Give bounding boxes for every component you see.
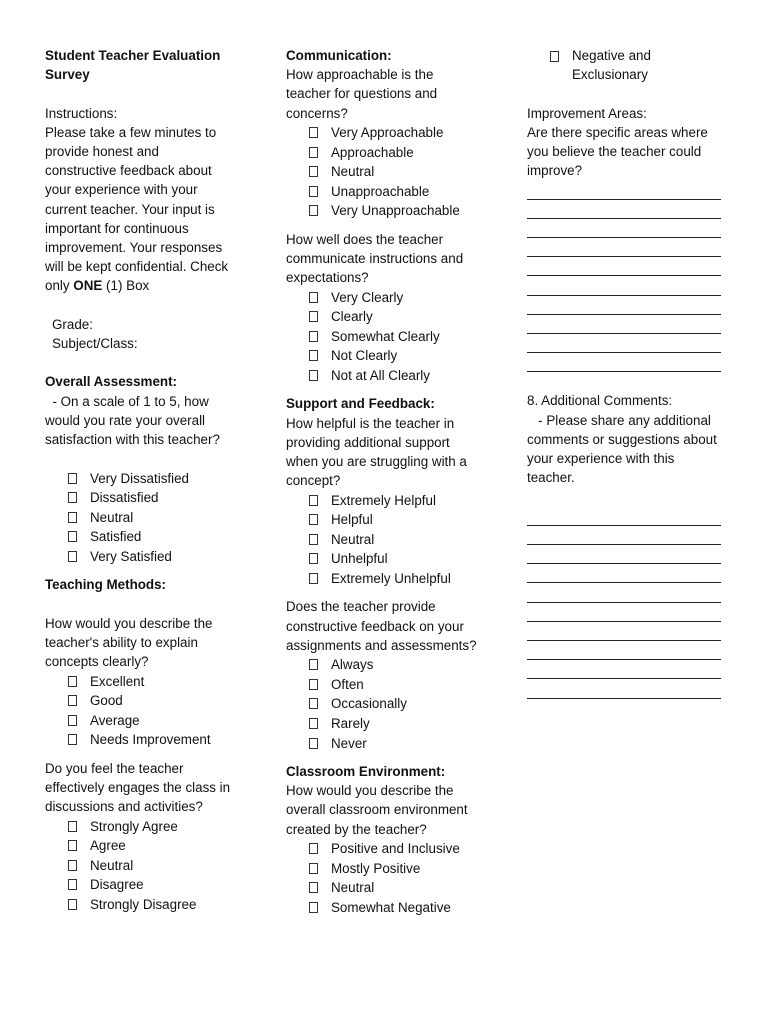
checkbox[interactable] (68, 860, 77, 871)
comm-q2-option[interactable] (286, 327, 491, 347)
checkbox[interactable] (309, 679, 318, 690)
instructions-line: provide honest and (45, 144, 159, 159)
checkbox[interactable] (309, 534, 318, 545)
answer-line[interactable] (527, 315, 721, 334)
classroom-option[interactable] (286, 878, 491, 898)
checkbox[interactable] (309, 370, 318, 381)
checkbox[interactable] (309, 698, 318, 709)
checkbox[interactable] (309, 292, 318, 303)
checkbox[interactable] (309, 902, 318, 913)
classroom-option[interactable] (286, 898, 491, 918)
checkbox[interactable] (309, 718, 318, 729)
option-label: Disagree (90, 877, 144, 893)
option-label: Somewhat Clearly (331, 328, 440, 344)
checkbox[interactable] (68, 734, 77, 745)
overall-option[interactable] (45, 468, 245, 488)
teaching-q1-line: concepts clearly? (45, 654, 149, 670)
checkbox[interactable] (309, 350, 318, 361)
support-q1-line: providing additional support (286, 434, 450, 450)
survey-title-line-1: Student Teacher Evaluation (45, 48, 221, 63)
improvement-q-line: you believe the teacher could (527, 144, 702, 159)
option-label: Very Dissatisfied (90, 470, 189, 486)
comm-q1-option[interactable] (286, 142, 491, 162)
option-label: Occasionally (331, 696, 407, 712)
checkbox[interactable] (68, 821, 77, 832)
checkbox[interactable] (309, 166, 318, 177)
teaching-q2-line: discussions and activities? (45, 799, 203, 815)
support-q1-option[interactable] (286, 530, 491, 550)
checkbox[interactable] (309, 127, 318, 138)
teaching-q2-option[interactable] (45, 856, 245, 876)
answer-line[interactable] (527, 679, 721, 698)
checkbox[interactable] (309, 738, 318, 749)
answer-line[interactable] (527, 334, 721, 353)
teaching-q2-option[interactable] (45, 895, 245, 915)
support-q1-line: How helpful is the teacher in (286, 415, 455, 431)
support-q2-line: constructive feedback on your (286, 618, 464, 634)
option-label: Always (331, 657, 374, 673)
option-label: Neutral (90, 857, 134, 873)
comm-q1-option[interactable] (286, 162, 491, 182)
option-label: Somewhat Negative (331, 899, 451, 915)
classroom-q-line: overall classroom environment (286, 802, 468, 818)
checkbox[interactable] (309, 311, 318, 322)
option-label: Very Unapproachable (331, 203, 460, 219)
subject-class-label: Subject/Class: (52, 336, 138, 352)
option-label: Unapproachable (331, 183, 430, 199)
option-label-line: Negative and (572, 48, 651, 63)
option-label: Excellent (90, 673, 145, 689)
classroom-q-line: created by the teacher? (286, 821, 427, 837)
option-label: Not Clearly (331, 348, 398, 364)
answer-line[interactable] (527, 641, 721, 660)
option-label: Neutral (331, 164, 375, 180)
support-q1-option[interactable] (286, 569, 491, 589)
teaching-q2-option[interactable] (45, 836, 245, 856)
checkbox[interactable] (68, 676, 77, 687)
additional-q-line: your experience with this (527, 451, 675, 467)
comm-q1-option[interactable] (286, 182, 491, 202)
comm-q1-option[interactable] (286, 201, 491, 221)
option-label: Never (331, 735, 367, 751)
answer-line[interactable] (527, 353, 721, 372)
comm-q2-line: communicate instructions and (286, 250, 464, 266)
support-q1-line: when you are struggling with a (286, 453, 467, 469)
checkbox[interactable] (309, 495, 318, 506)
grade-label: Grade: (52, 316, 93, 332)
checkbox[interactable] (68, 840, 77, 851)
improvement-q-line: Are there specific areas where (527, 124, 708, 140)
option-label: Extremely Unhelpful (331, 570, 451, 586)
teaching-q1-option[interactable] (45, 711, 245, 731)
checkbox[interactable] (309, 147, 318, 158)
answer-line[interactable] (527, 180, 721, 199)
improvement-answer-lines[interactable] (527, 180, 732, 372)
option-label: Often (331, 676, 364, 692)
option-label-line: Exclusionary (572, 67, 648, 83)
comm-q1-line: teacher for questions and (286, 86, 438, 102)
middle-column (286, 46, 491, 917)
additional-q-line: - Please share any additional (527, 412, 711, 428)
instructions-last-post: (1) Box (102, 278, 150, 294)
communication-heading: Communication: (286, 48, 392, 63)
answer-line[interactable] (527, 603, 721, 622)
survey-title-line-2: Survey (45, 67, 90, 83)
checkbox[interactable] (309, 659, 318, 670)
teaching-q1-option[interactable] (45, 691, 245, 711)
instructions-last-line (45, 276, 245, 295)
checkbox[interactable] (309, 573, 318, 584)
left-column (45, 46, 245, 914)
option-label: Positive and Inclusive (331, 840, 460, 856)
support-q2-option[interactable] (286, 675, 491, 695)
answer-line[interactable] (527, 200, 721, 219)
option-label: Neutral (331, 531, 375, 547)
classroom-option[interactable] (286, 839, 491, 859)
teaching-methods-heading: Teaching Methods: (45, 577, 167, 593)
option-label: Neutral (331, 880, 375, 896)
comm-q2-line: expectations? (286, 270, 369, 286)
option-label: Clearly (331, 309, 373, 325)
comm-q2-option[interactable] (286, 307, 491, 327)
instructions-line: current teacher. Your input is (45, 201, 215, 217)
classroom-q-line: How would you describe the (286, 783, 454, 799)
overall-option[interactable] (45, 488, 245, 508)
instructions-line: your experience with your (45, 182, 198, 198)
checkbox[interactable] (550, 51, 559, 62)
option-label: Very Satisfied (90, 548, 172, 564)
overall-question-line: - On a scale of 1 to 5, how (45, 393, 209, 409)
comm-q1-option[interactable] (286, 123, 491, 143)
option-label: Very Approachable (331, 125, 444, 140)
improvement-areas-heading: Improvement Areas: (527, 105, 647, 121)
additional-answer-lines[interactable] (527, 507, 732, 699)
instructions-line: will be kept confidential. Check (45, 259, 229, 275)
instructions-line: important for continuous (45, 220, 189, 236)
teaching-q1-option[interactable] (45, 671, 245, 691)
instructions-line: Please take a few minutes to (45, 124, 217, 140)
teaching-q2-option[interactable] (45, 816, 245, 836)
support-feedback-heading: Support and Feedback: (286, 396, 435, 412)
answer-line[interactable] (527, 660, 721, 679)
teaching-q1-option[interactable] (45, 730, 245, 750)
option-label: Unhelpful (331, 551, 388, 567)
overall-question-line: satisfaction with this teacher? (45, 432, 220, 448)
option-label (572, 46, 651, 84)
checkbox[interactable] (68, 512, 77, 523)
instructions-line: improvement. Your responses (45, 240, 223, 256)
checkbox[interactable] (68, 695, 77, 706)
checkbox[interactable] (309, 514, 318, 525)
answer-line[interactable] (527, 219, 721, 238)
option-label: Satisfied (90, 529, 142, 545)
answer-line[interactable] (527, 276, 721, 295)
comm-q1-line: How approachable is the (286, 67, 434, 83)
additional-q-line: comments or suggestions about (527, 431, 717, 447)
instructions-line: constructive feedback about (45, 163, 212, 179)
support-q2-option[interactable] (286, 733, 491, 753)
teaching-q1-line: How would you describe the (45, 615, 213, 631)
checkbox[interactable] (68, 531, 77, 542)
support-q1-option[interactable] (286, 490, 491, 510)
answer-line[interactable] (527, 545, 721, 564)
support-q1-option[interactable] (286, 510, 491, 530)
option-label: Mostly Positive (331, 860, 421, 876)
support-q2-line: assignments and assessments? (286, 637, 477, 653)
option-label: Average (90, 712, 140, 728)
checkbox[interactable] (68, 473, 77, 484)
checkbox[interactable] (309, 205, 318, 216)
option-label: Strongly Agree (90, 818, 178, 834)
support-q1-line: concept? (286, 473, 341, 489)
right-column (527, 46, 732, 699)
option-label: Approachable (331, 144, 414, 160)
checkbox[interactable] (68, 879, 77, 890)
comm-q2-option[interactable] (286, 366, 491, 386)
answer-line[interactable] (527, 622, 721, 641)
checkbox[interactable] (68, 899, 77, 910)
option-label: Not at All Clearly (331, 367, 430, 383)
answer-line[interactable] (527, 238, 721, 257)
support-q2-option[interactable] (286, 655, 491, 675)
option-label: Very Clearly (331, 289, 404, 305)
comm-q2-option[interactable] (286, 287, 491, 307)
additional-q-line: teacher. (527, 470, 575, 486)
improvement-q-line: improve? (527, 163, 583, 179)
overall-question-line: would you rate your overall (45, 412, 206, 428)
teaching-q2-line: Do you feel the teacher (45, 760, 184, 776)
answer-line[interactable] (527, 507, 721, 526)
overall-option[interactable] (45, 508, 245, 528)
classroom-option[interactable] (286, 858, 491, 878)
overall-option[interactable] (45, 547, 245, 567)
support-q2-option[interactable] (286, 714, 491, 734)
classroom-option[interactable] (527, 46, 732, 84)
answer-line[interactable] (527, 583, 721, 602)
checkbox[interactable] (68, 551, 77, 562)
option-label: Strongly Disagree (90, 896, 197, 912)
option-label: Dissatisfied (90, 490, 159, 506)
checkbox[interactable] (68, 492, 77, 503)
instructions-last-pre: only (45, 278, 74, 294)
option-label: Extremely Helpful (331, 492, 436, 508)
answer-line[interactable] (527, 564, 721, 583)
comm-q1-line: concerns? (286, 105, 348, 121)
teaching-q1-line: teacher's ability to explain (45, 634, 198, 650)
comm-q2-option[interactable] (286, 346, 491, 366)
checkbox[interactable] (309, 863, 318, 874)
teaching-q2-line: effectively engages the class in (45, 779, 231, 795)
overall-option[interactable] (45, 527, 245, 547)
comm-q2-line: How well does the teacher (286, 231, 444, 247)
option-label: Needs Improvement (90, 732, 211, 748)
option-label: Neutral (90, 509, 134, 525)
teaching-q2-option[interactable] (45, 875, 245, 895)
checkbox[interactable] (309, 331, 318, 342)
checkbox[interactable] (309, 553, 318, 564)
option-label: Good (90, 693, 123, 709)
option-label: Rarely (331, 715, 370, 731)
checkbox[interactable] (309, 843, 318, 854)
classroom-environment-heading: Classroom Environment: (286, 763, 446, 779)
answer-line[interactable] (527, 296, 721, 315)
additional-comments-heading: 8. Additional Comments: (527, 393, 673, 409)
instructions-one-emphasis: ONE (73, 278, 103, 294)
support-q2-line: Does the teacher provide (286, 599, 436, 615)
support-q2-option[interactable] (286, 694, 491, 714)
answer-line[interactable] (527, 257, 721, 276)
answer-line[interactable] (527, 526, 721, 545)
instructions-heading: Instructions: (45, 105, 118, 121)
option-label: Helpful (331, 512, 373, 528)
checkbox[interactable] (309, 186, 318, 197)
overall-assessment-heading: Overall Assessment: (45, 374, 177, 390)
support-q1-option[interactable] (286, 549, 491, 569)
option-label: Agree (90, 838, 126, 854)
checkbox[interactable] (68, 715, 77, 726)
checkbox[interactable] (309, 882, 318, 893)
